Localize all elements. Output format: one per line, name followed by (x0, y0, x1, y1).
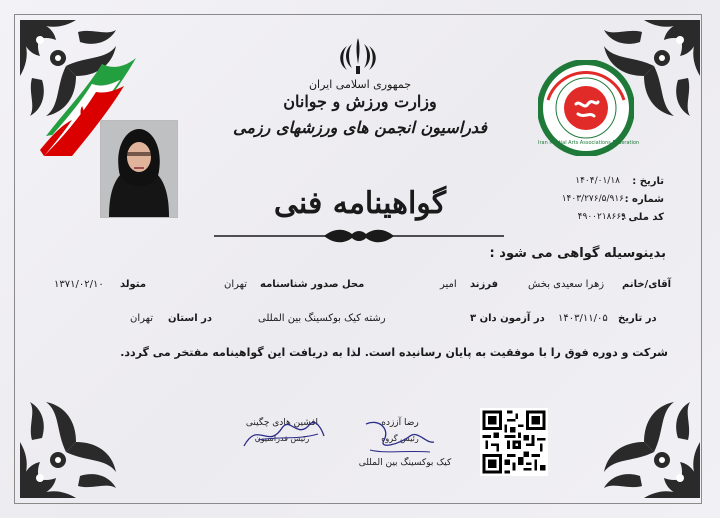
issue-place-value: تهران (224, 279, 248, 290)
child-of-value: امیر (440, 279, 457, 290)
corner-ornament-bottom-right (584, 382, 704, 502)
number-value: ۱۴۰۳/۲۷۶/۵/۹۱۶ (561, 194, 624, 204)
national-code-label: کد ملی : (621, 212, 664, 223)
holder-name: زهرا سعیدی بخش (528, 279, 605, 290)
left-signer-title: رئیس فدراسیون (254, 434, 310, 443)
gov-title: جمهوری اسلامی ایران (308, 78, 412, 91)
exam-date-prefix: در تاریخ (618, 313, 657, 324)
field-name: رشته کیک بوکسینگ بین المللی (258, 313, 386, 324)
title-divider (214, 228, 504, 244)
certificate-title: گواهینامه فنی (273, 186, 447, 221)
qr-code-icon (480, 408, 548, 476)
ministry-title: وزارت ورزش و جوانان (283, 92, 437, 111)
right-signer-name: رضا آززده (381, 418, 419, 428)
date-label: تاریخ : (632, 176, 664, 187)
national-code-value: ۴۹۰۰۲۱۸۶۶۹ (577, 212, 626, 222)
name-prefix: آقای/خانم (622, 279, 672, 290)
corner-ornament-bottom-left (16, 382, 136, 502)
number-label: شماره : (624, 194, 664, 205)
exam-label: در آزمون دان ۳ (470, 313, 545, 324)
intro-text: بدینوسیله گواهی می شود : (489, 246, 666, 261)
born-value: ۱۳۷۱/۰۲/۱۰ (54, 279, 104, 290)
province-value: تهران (130, 313, 154, 324)
statement-text: شرکت و دوره فوق را با موفقیت به پایان رسانیده است. لذا به دریافت این گواهینامه مفتخر می گردد. (120, 346, 668, 359)
right-signer-title-1: رئیس گروه (381, 434, 419, 443)
date-value: ۱۴۰۴/۰۱/۱۸ (575, 176, 620, 186)
iran-emblem-icon (336, 34, 380, 78)
federation-title: فدراسیون انجمن های ورزشهای رزمی (233, 118, 487, 137)
right-signature-icon (360, 414, 440, 458)
province-label: در استان (168, 313, 213, 324)
holder-photo (100, 120, 178, 218)
left-signature-icon (238, 410, 328, 454)
child-of-label: فرزند (470, 279, 499, 290)
exam-date: ۱۴۰۳/۱۱/۰۵ (558, 313, 608, 324)
issue-place-label: محل صدور شناسنامه (260, 279, 365, 290)
left-signer-name: افشین هادی چگینی (245, 418, 319, 428)
right-signer-title-2: کیک بوکسینگ بین المللی (358, 458, 452, 468)
born-label: متولد (120, 279, 147, 290)
person-portrait-icon (101, 121, 177, 217)
logo-caption: Iran Martial Arts Associations Federation (538, 140, 640, 146)
